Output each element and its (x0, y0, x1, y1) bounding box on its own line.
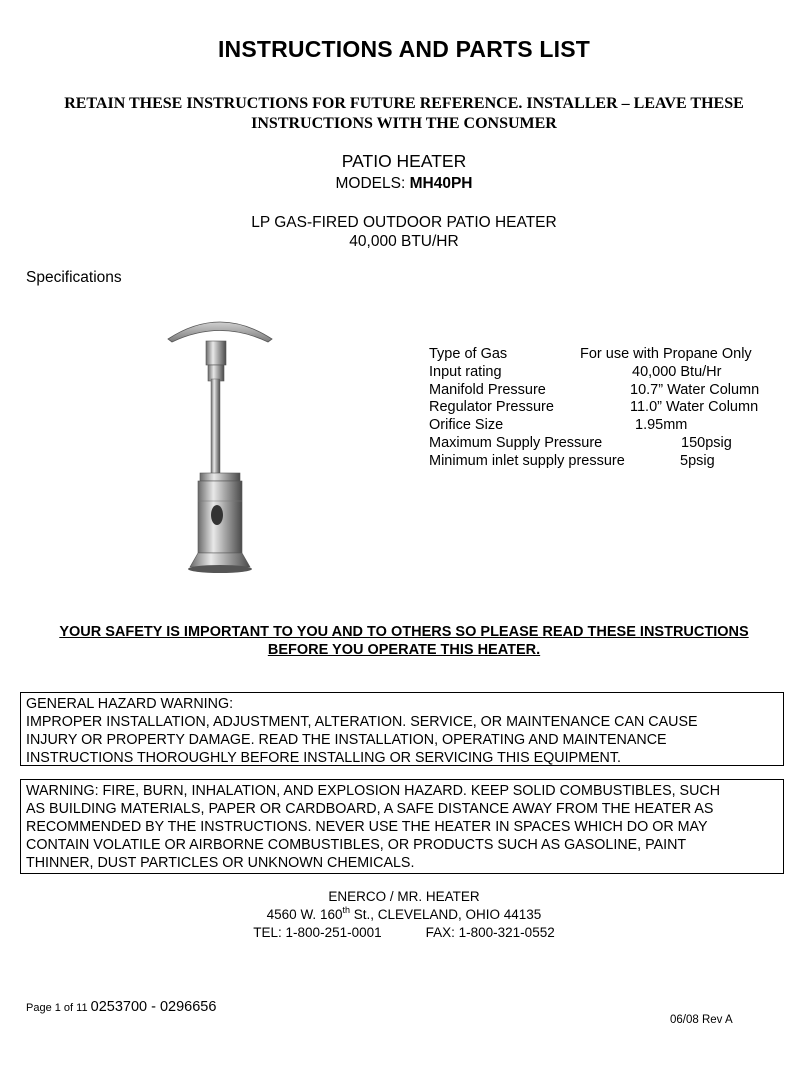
btu-rating: 40,000 BTU/HR (349, 233, 459, 250)
spec-row (429, 417, 789, 435)
safety-notice (0, 623, 808, 659)
spec-label: Maximum Supply Pressure (429, 434, 603, 451)
models-label: MODELS: (335, 175, 410, 192)
spec-row (429, 364, 789, 382)
spec-label: Type of Gas (429, 346, 508, 362)
spec-label: Regulator Pressure (429, 399, 554, 416)
telephone: TEL: 1-800-251-0001 (253, 925, 382, 940)
spec-row (429, 382, 789, 400)
spec-value: 5psig (680, 452, 715, 469)
fax: FAX: 1-800-321-0552 (425, 925, 555, 940)
spec-label: Minimum inlet supply pressure (429, 452, 625, 469)
safety-notice-line-2: BEFORE YOU OPERATE THIS HEATER. (267, 642, 541, 658)
address-ordinal: th (342, 905, 350, 915)
spec-label: Manifold Pressure (429, 381, 546, 398)
spec-label: Orifice Size (429, 417, 504, 434)
fire-warning-line: THINNER, DUST PARTICLES OR UNKNOWN CHEMICALS. (26, 855, 415, 871)
company-contact (0, 888, 808, 942)
spec-label: Input rating (429, 363, 502, 380)
fire-hazard-warning-box (20, 779, 784, 874)
spec-row (429, 346, 789, 364)
spec-row (429, 399, 789, 417)
revision-label: 06/08 Rev A (670, 1014, 733, 1026)
product-name: PATIO HEATER (341, 151, 467, 171)
general-hazard-warning-box (20, 692, 784, 766)
gas-type: LP GAS-FIRED OUTDOOR PATIO HEATER (251, 214, 557, 231)
specifications-heading: Specifications (26, 269, 122, 286)
specifications-table (429, 346, 789, 471)
spec-row (429, 453, 789, 471)
fire-warning-line: CONTAIN VOLATILE OR AIRBORNE COMBUSTIBLES, OR PRODUCTS SUCH AS GASOLINE, PAINT (26, 837, 687, 853)
page-number: Page 1 of 11 (26, 1002, 91, 1014)
address-rest: St., CLEVELAND, OHIO 44135 (349, 907, 542, 922)
retain-notice (0, 94, 808, 134)
spec-value: 150psig (681, 434, 732, 451)
general-warning-line: IMPROPER INSTALLATION, ADJUSTMENT, ALTERATION. SERVICE, OR MAINTENANCE CAN CAUSE (26, 714, 698, 730)
model-number: MH40PH (409, 175, 473, 192)
general-warning-line: INJURY OR PROPERTY DAMAGE. READ THE INSTALLATION, OPERATING AND MAINTENANCE (26, 732, 667, 748)
general-warning-heading: GENERAL HAZARD WARNING: (26, 696, 234, 712)
fire-warning-line: AS BUILDING MATERIALS, PAPER OR CARDBOARD, A SAFE DISTANCE AWAY FROM THE HEATER AS (26, 801, 714, 817)
document-title: INSTRUCTIONS AND PARTS LIST (217, 36, 591, 62)
spec-value: 40,000 Btu/Hr (632, 363, 722, 380)
fire-warning-line: WARNING: FIRE, BURN, INHALATION, AND EXPLOSION HAZARD. KEEP SOLID COMBUSTIBLES, SUCH (26, 783, 721, 799)
fire-warning-line: RECOMMENDED BY THE INSTRUCTIONS. NEVER USE THE HEATER IN SPACES WHICH DO OR MAY (26, 819, 708, 835)
patio-heater-image (160, 305, 280, 585)
safety-notice-line-1: YOUR SAFETY IS IMPORTANT TO YOU AND TO OTHERS SO PLEASE READ THESE INSTRUCTIONS (59, 624, 749, 640)
spec-value: 1.95mm (635, 417, 688, 434)
document-numbers: 0253700 - 0296656 (90, 999, 217, 1015)
spec-value: 10.7” Water Column (630, 381, 760, 398)
retain-notice-line-1: RETAIN THESE INSTRUCTIONS FOR FUTURE REFERENCE. INSTALLER – LEAVE THESE (64, 95, 744, 112)
models-line (0, 175, 808, 193)
company-address (0, 906, 808, 924)
page-footer (26, 999, 216, 1015)
company-name: ENERCO / MR. HEATER (328, 889, 480, 904)
spec-value: For use with Propane Only (580, 346, 752, 362)
general-warning-line: INSTRUCTIONS THOROUGHLY BEFORE INSTALLING OR SERVICING THIS EQUIPMENT. (26, 750, 622, 766)
gas-type-block (0, 213, 808, 251)
address-number: 4560 W. 160 (266, 907, 343, 922)
spec-value: 11.0” Water Column (630, 399, 759, 416)
retain-notice-line-2: INSTRUCTIONS WITH THE CONSUMER (251, 115, 557, 132)
company-phone-line (0, 924, 808, 942)
spec-row (429, 435, 789, 453)
